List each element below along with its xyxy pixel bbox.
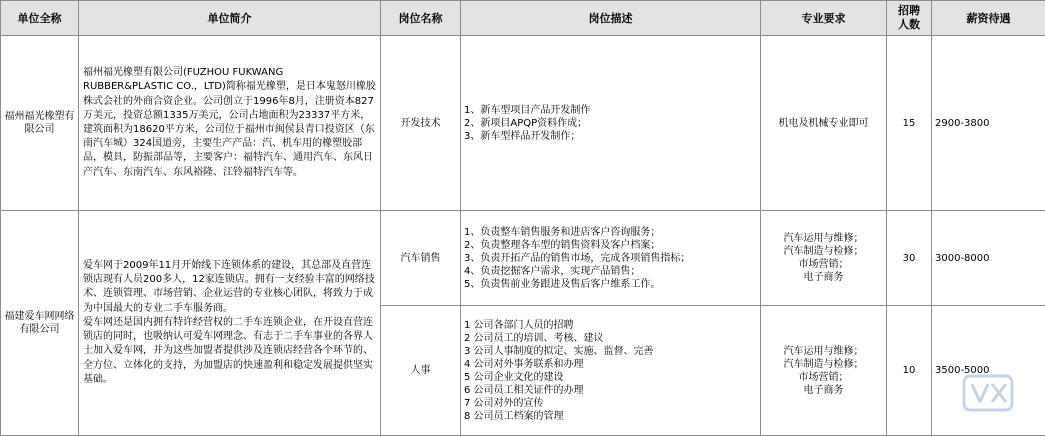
header-intro: 单位简介: [79, 1, 381, 36]
major-line: 电子商务: [764, 271, 883, 284]
logo-watermark-icon: [958, 368, 1018, 418]
major-line: 汽车制造与检修；: [764, 245, 883, 258]
duty-line: 8 公司员工档案的管理: [464, 410, 757, 423]
table-row: [1, 36, 1045, 211]
header-company: 单位全称: [1, 1, 79, 36]
hire-count: 15: [887, 36, 932, 211]
position-name: 汽车销售: [381, 211, 461, 306]
duty-line: 2、新项目APQP资料作成；: [464, 117, 757, 130]
header-count: 招聘人数: [887, 1, 932, 36]
company-intro: [79, 211, 381, 436]
major-requirement: [761, 211, 887, 306]
position-duties: [461, 211, 761, 306]
duty-line: 1 公司各部门人员的招聘: [464, 319, 757, 332]
duty-line: 4、负责挖掘客户需求，实现产品销售；: [464, 265, 757, 278]
major-requirement: [761, 306, 887, 436]
salary: 2900-3800: [932, 36, 1045, 211]
major-line: 市场营销；: [764, 258, 883, 271]
header-row: [1, 1, 1045, 36]
header-duties: 岗位描述: [461, 1, 761, 36]
duty-line: 1、负责整车销售服务和进店客户咨询服务；: [464, 226, 757, 239]
company-name: 福建爱车网网络有限公司: [1, 211, 79, 436]
major-line: 汽车运用与维修；: [764, 345, 883, 358]
position-name: 开发技术: [381, 36, 461, 211]
company-intro: 福州福光橡塑有限公司(FUZHOU FUKWANG RUBBER&PLASTIC CO.，LTD)简称福光橡塑，是日本鬼怒川橡胶株式会社的外商合资企业。公司创立于1996年8月，注册资本827万美元，投资总额1335万美元，公司占地面积为23337平方米，建筑面积为18620平方米，公司位于福州市闽侯县青口投资区（东南汽车城）324国道旁，主要生产产品：汽、机车用的橡塑胶部品，模具，防振部品等，主要客户：福特汽车、通用汽车、东风日产汽车、东南汽车、东风裕隆、江铃福特汽车等。: [79, 36, 381, 211]
hire-count: 10: [887, 306, 932, 436]
header-major: 专业要求: [761, 1, 887, 36]
major-line: 汽车制造与检修；: [764, 358, 883, 371]
major-line: 汽车运用与维修；: [764, 232, 883, 245]
header-salary: 薪资待遇: [932, 1, 1045, 36]
table-row: [1, 211, 1045, 306]
salary: 3500-5000: [932, 306, 1045, 436]
salary: 3000-8000: [932, 211, 1045, 306]
major-line: 市场营销；: [764, 371, 883, 384]
duty-line: 2 公司员工的培训、考核、建议: [464, 332, 757, 345]
company-name: 福州福光橡塑有限公司: [1, 36, 79, 211]
header-position: 岗位名称: [381, 1, 461, 36]
duty-line: 3、新车型样品开发制作；: [464, 130, 757, 143]
duty-line: 5 公司企业文化的建设: [464, 371, 757, 384]
duty-line: 4 公司对外事务联系和办理: [464, 358, 757, 371]
duty-line: 5、负责售前业务跟进及售后客户维系工作。: [464, 278, 757, 291]
intro-paragraph: 爱车网还是国内拥有特许经营权的二手车连锁企业，在开设直营连锁店的同时，也吸纳认可爱车网理念、有志于二手车事业的各界人士加入爱车网，并为这些加盟者提供涉及连锁店经营各个环节的、全方位、立体化的支持，为加盟店的快速盈利和稳定发展提供坚实基础。: [83, 316, 376, 387]
duty-line: 3、负责开拓产品的销售市场，完成各项销售指标；: [464, 252, 757, 265]
major-requirement: 机电及机械专业即可: [761, 36, 887, 211]
hire-count: 30: [887, 211, 932, 306]
duty-line: 3 公司人事制度的拟定、实施、监督、完善: [464, 345, 757, 358]
position-duties: [461, 36, 761, 211]
position-name: 人事: [381, 306, 461, 436]
position-duties: [461, 306, 761, 436]
duty-line: 7 公司对外的宣传: [464, 397, 757, 410]
intro-paragraph: 爱车网于2009年11月开始线下连锁体系的建设，其总部及直营连锁店现有人员200多人，12家连锁店。拥有一支经验丰富的网络技术、连锁管理、市场营销、企业运营的专业核心团队，将致力于成为中国最大的专业二手车服务商。: [83, 259, 376, 316]
major-line: 电子商务: [764, 384, 883, 397]
duty-line: 6 公司员工相关证件的办理: [464, 384, 757, 397]
duty-line: 2、负责整理各车型的销售资料及客户档案；: [464, 239, 757, 252]
duty-line: 1、新车型项目产品开发制作: [464, 104, 757, 117]
